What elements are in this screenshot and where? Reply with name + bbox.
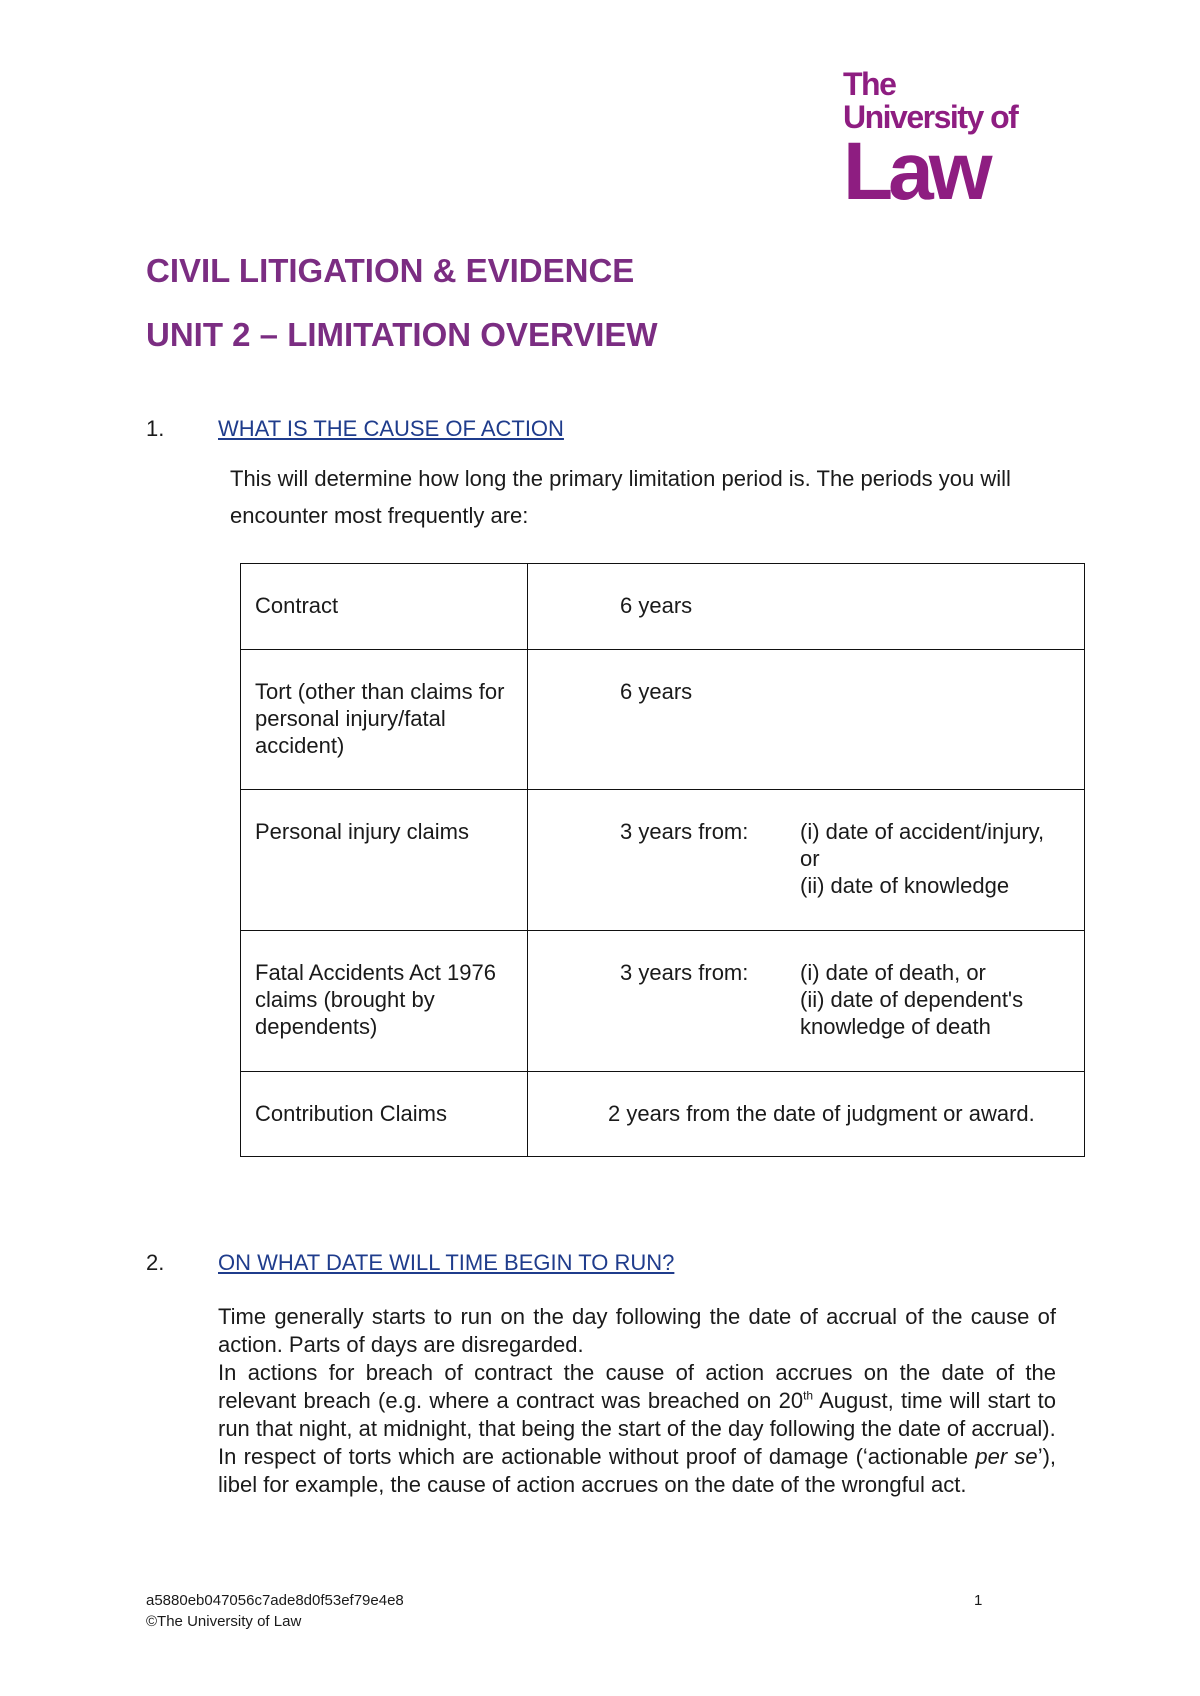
detail-line: (ii) date of knowledge <box>800 873 1010 898</box>
table-row <box>241 790 1085 931</box>
table-row <box>241 931 1085 1072</box>
section-1-number: 1. <box>146 416 165 441</box>
detail-line: knowledge of death <box>800 1014 991 1039</box>
paragraph-text: In respect of torts which are actionable without proof of damage (‘actionable <box>218 1444 976 1469</box>
superscript: th <box>803 1388 814 1403</box>
paragraph <box>218 1359 1056 1443</box>
table-row <box>241 1072 1085 1157</box>
detail-line: (ii) date of dependent's <box>800 987 1024 1012</box>
section-1-heading: WHAT IS THE CAUSE OF ACTION <box>218 416 564 441</box>
document-title: CIVIL LITIGATION & EVIDENCE <box>146 252 635 289</box>
footer-copyright: ©The University of Law <box>146 1613 302 1630</box>
period-detail <box>800 818 1084 899</box>
cause-cell: Tort (other than claims for personal injury/fatal accident) <box>241 650 528 790</box>
logo-line-3: Law <box>843 126 988 217</box>
period-text: 3 years from: <box>620 819 749 844</box>
table-row <box>241 564 1085 650</box>
page-number: 1 <box>974 1592 983 1609</box>
detail-line: (i) date of accident/injury, <box>800 819 1045 844</box>
section-2-body <box>218 1303 1056 1499</box>
section-2-heading: ON WHAT DATE WILL TIME BEGIN TO RUN? <box>218 1250 675 1275</box>
period-cell <box>528 564 1085 650</box>
detail-line: (i) date of death, or <box>800 960 986 985</box>
period-text: 6 years <box>620 593 693 618</box>
limitation-periods-table <box>240 563 1085 1157</box>
italic-text: per se <box>975 1444 1038 1469</box>
period-text: 3 years from: <box>620 960 749 985</box>
period-cell <box>528 650 1085 790</box>
unit-title: UNIT 2 – LIMITATION OVERVIEW <box>146 316 658 353</box>
section-2-number: 2. <box>146 1250 165 1275</box>
cause-cell: Personal injury claims <box>241 790 528 931</box>
period-detail <box>800 959 1084 1040</box>
logo-line-2: University of <box>843 99 1018 135</box>
detail-line: or <box>800 846 820 871</box>
period-cell <box>528 1072 1085 1157</box>
period-cell <box>528 790 1085 931</box>
paragraph-text: ’), libel for example, the cause of action accrues on the date of the wrongful act. <box>218 1444 1057 1497</box>
paragraph <box>218 1443 1056 1499</box>
paragraph-text: August, time will start to run that night, at midnight, that being the start of the day following the date of accrual). <box>218 1388 1056 1441</box>
section-1-intro: This will determine how long the primary limitation period is. The periods you will encounter most frequently are: <box>230 466 1011 528</box>
table-row <box>241 650 1085 790</box>
period-text: 2 years from the date of judgment or award. <box>608 1101 1035 1126</box>
logo-line-1: The <box>843 66 896 102</box>
footer-document-id: a5880eb047056c7ade8d0f53ef79e4e8 <box>146 1592 404 1609</box>
paragraph-text: In actions for breach of contract the cause of action accrues on the date of the relevant breach (e.g. where a contract was breached on 20 <box>218 1360 1056 1413</box>
cause-cell: Contract <box>241 564 528 650</box>
cause-cell: Contribution Claims <box>241 1072 528 1157</box>
cause-cell: Fatal Accidents Act 1976 claims (brought by dependents) <box>241 931 528 1072</box>
university-logo <box>843 68 1023 218</box>
paragraph: Time generally starts to run on the day following the date of accrual of the cause of action. Parts of days are disregarded. <box>218 1304 1056 1357</box>
period-text: 6 years <box>620 679 693 704</box>
period-cell <box>528 931 1085 1072</box>
